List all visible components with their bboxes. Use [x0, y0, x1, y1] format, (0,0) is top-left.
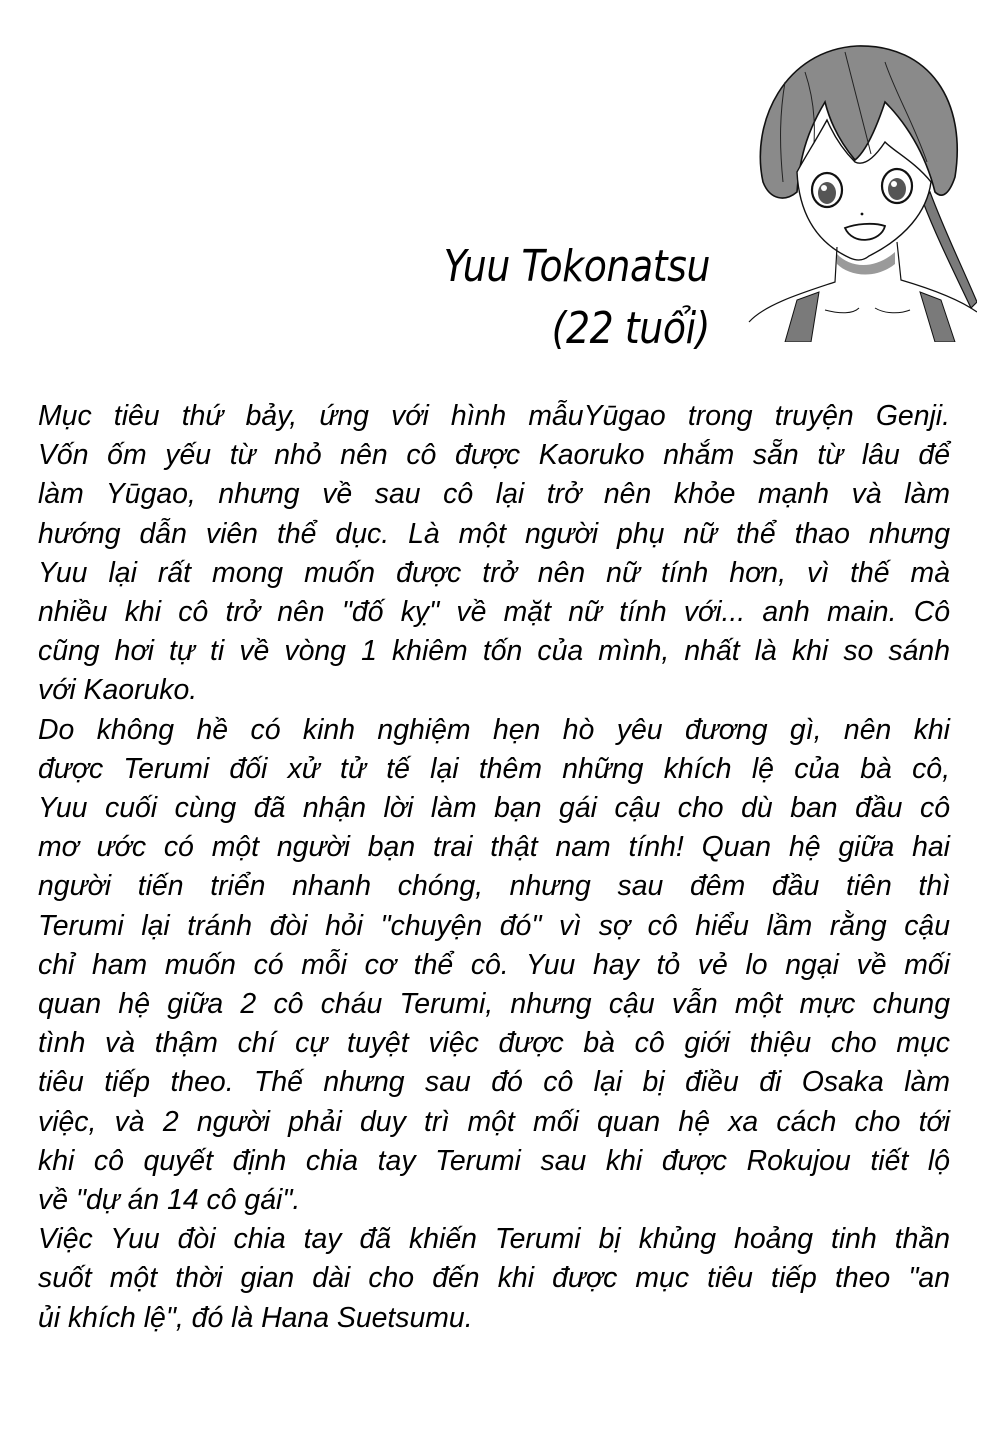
text-line: được Terumi đối xử tử tế lại thêm những khích lệ của bà cô, — [38, 752, 950, 785]
manga-girl-portrait-icon — [745, 42, 977, 342]
text-line: cũng hơi tự ti về vòng 1 khiêm tốn của mình, nhất là khi so sánh — [38, 635, 950, 668]
text-line: làm Yūgao, nhưng về sau cô lại trở nên khỏe mạnh và làm — [38, 478, 950, 511]
text-line: hướng dẫn viên thể dục. Là một người phụ nữ thể thao nhưng — [38, 517, 950, 550]
text-line: Mục tiêu thứ bảy, ứng với hình mẫuYūgao trong truyện Genji. — [38, 400, 950, 432]
text-line: Yuu cuối cùng đã nhận lời làm bạn gái cậu cho dù ban đầu cô — [38, 792, 950, 825]
paragraph — [38, 711, 950, 1221]
text-line: Do không hề có kinh nghiệm hẹn hò yêu đương gì, nên khi — [38, 713, 950, 746]
text-line: Việc Yuu đòi chia tay đã khiến Terumi bị khủng hoảng tinh thần — [38, 1223, 950, 1256]
text-line: người tiến triển nhanh chóng, nhưng sau đêm đầu tiên thì — [38, 870, 950, 903]
paragraph — [38, 1220, 950, 1338]
paragraph — [38, 397, 950, 711]
text-line: Terumi lại tránh đòi hỏi "chuyện đó" vì sợ cô hiểu lầm rằng cậu — [38, 909, 950, 942]
text-line: Yuu lại rất mong muốn được trở nên nữ tính hơn, vì thế mà — [38, 556, 950, 589]
character-title — [426, 236, 710, 360]
text-line: việc, và 2 người phải duy trì một mối quan hệ xa cách cho tới — [38, 1105, 950, 1138]
character-age: (22 tuổi) — [551, 303, 710, 354]
text-line: khi cô quyết định chia tay Terumi sau khi được Rokujou tiết lộ — [38, 1144, 950, 1177]
text-line: tình và thậm chí cự tuyệt việc được bà cô giới thiệu cho mục — [38, 1027, 950, 1060]
text-line: suốt một thời gian dài cho đến khi được mục tiêu tiếp theo "an — [38, 1262, 950, 1295]
character-description — [38, 397, 950, 1338]
text-line: ủi khích lệ", đó là Hana Suetsumu. — [38, 1301, 473, 1334]
text-line: tiêu tiếp theo. Thế nhưng sau đó cô lại bị điều đi Osaka làm — [38, 1066, 950, 1099]
text-line: Vốn ốm yếu từ nhỏ nên cô được Kaoruko nhắm sẵn từ lâu để — [38, 439, 950, 472]
character-name: Yuu Tokonatsu — [443, 241, 710, 292]
text-line: quan hệ giữa 2 cô cháu Terumi, nhưng cậu vẫn một mực chung — [38, 988, 950, 1021]
character-portrait — [745, 42, 977, 342]
text-line: nhiều khi cô trở nên "đố kỵ" về mặt nữ tính với... anh main. Cô — [38, 596, 950, 629]
text-line: về "dự án 14 cô gái". — [38, 1184, 301, 1217]
text-line: chỉ ham muốn có mỗi cơ thể cô. Yuu hay tỏ vẻ lo ngại về mối — [38, 948, 950, 981]
text-line: mơ ước có một người bạn trai thật nam tính! Quan hệ giữa hai — [38, 831, 950, 864]
text-line: với Kaoruko. — [38, 674, 198, 707]
